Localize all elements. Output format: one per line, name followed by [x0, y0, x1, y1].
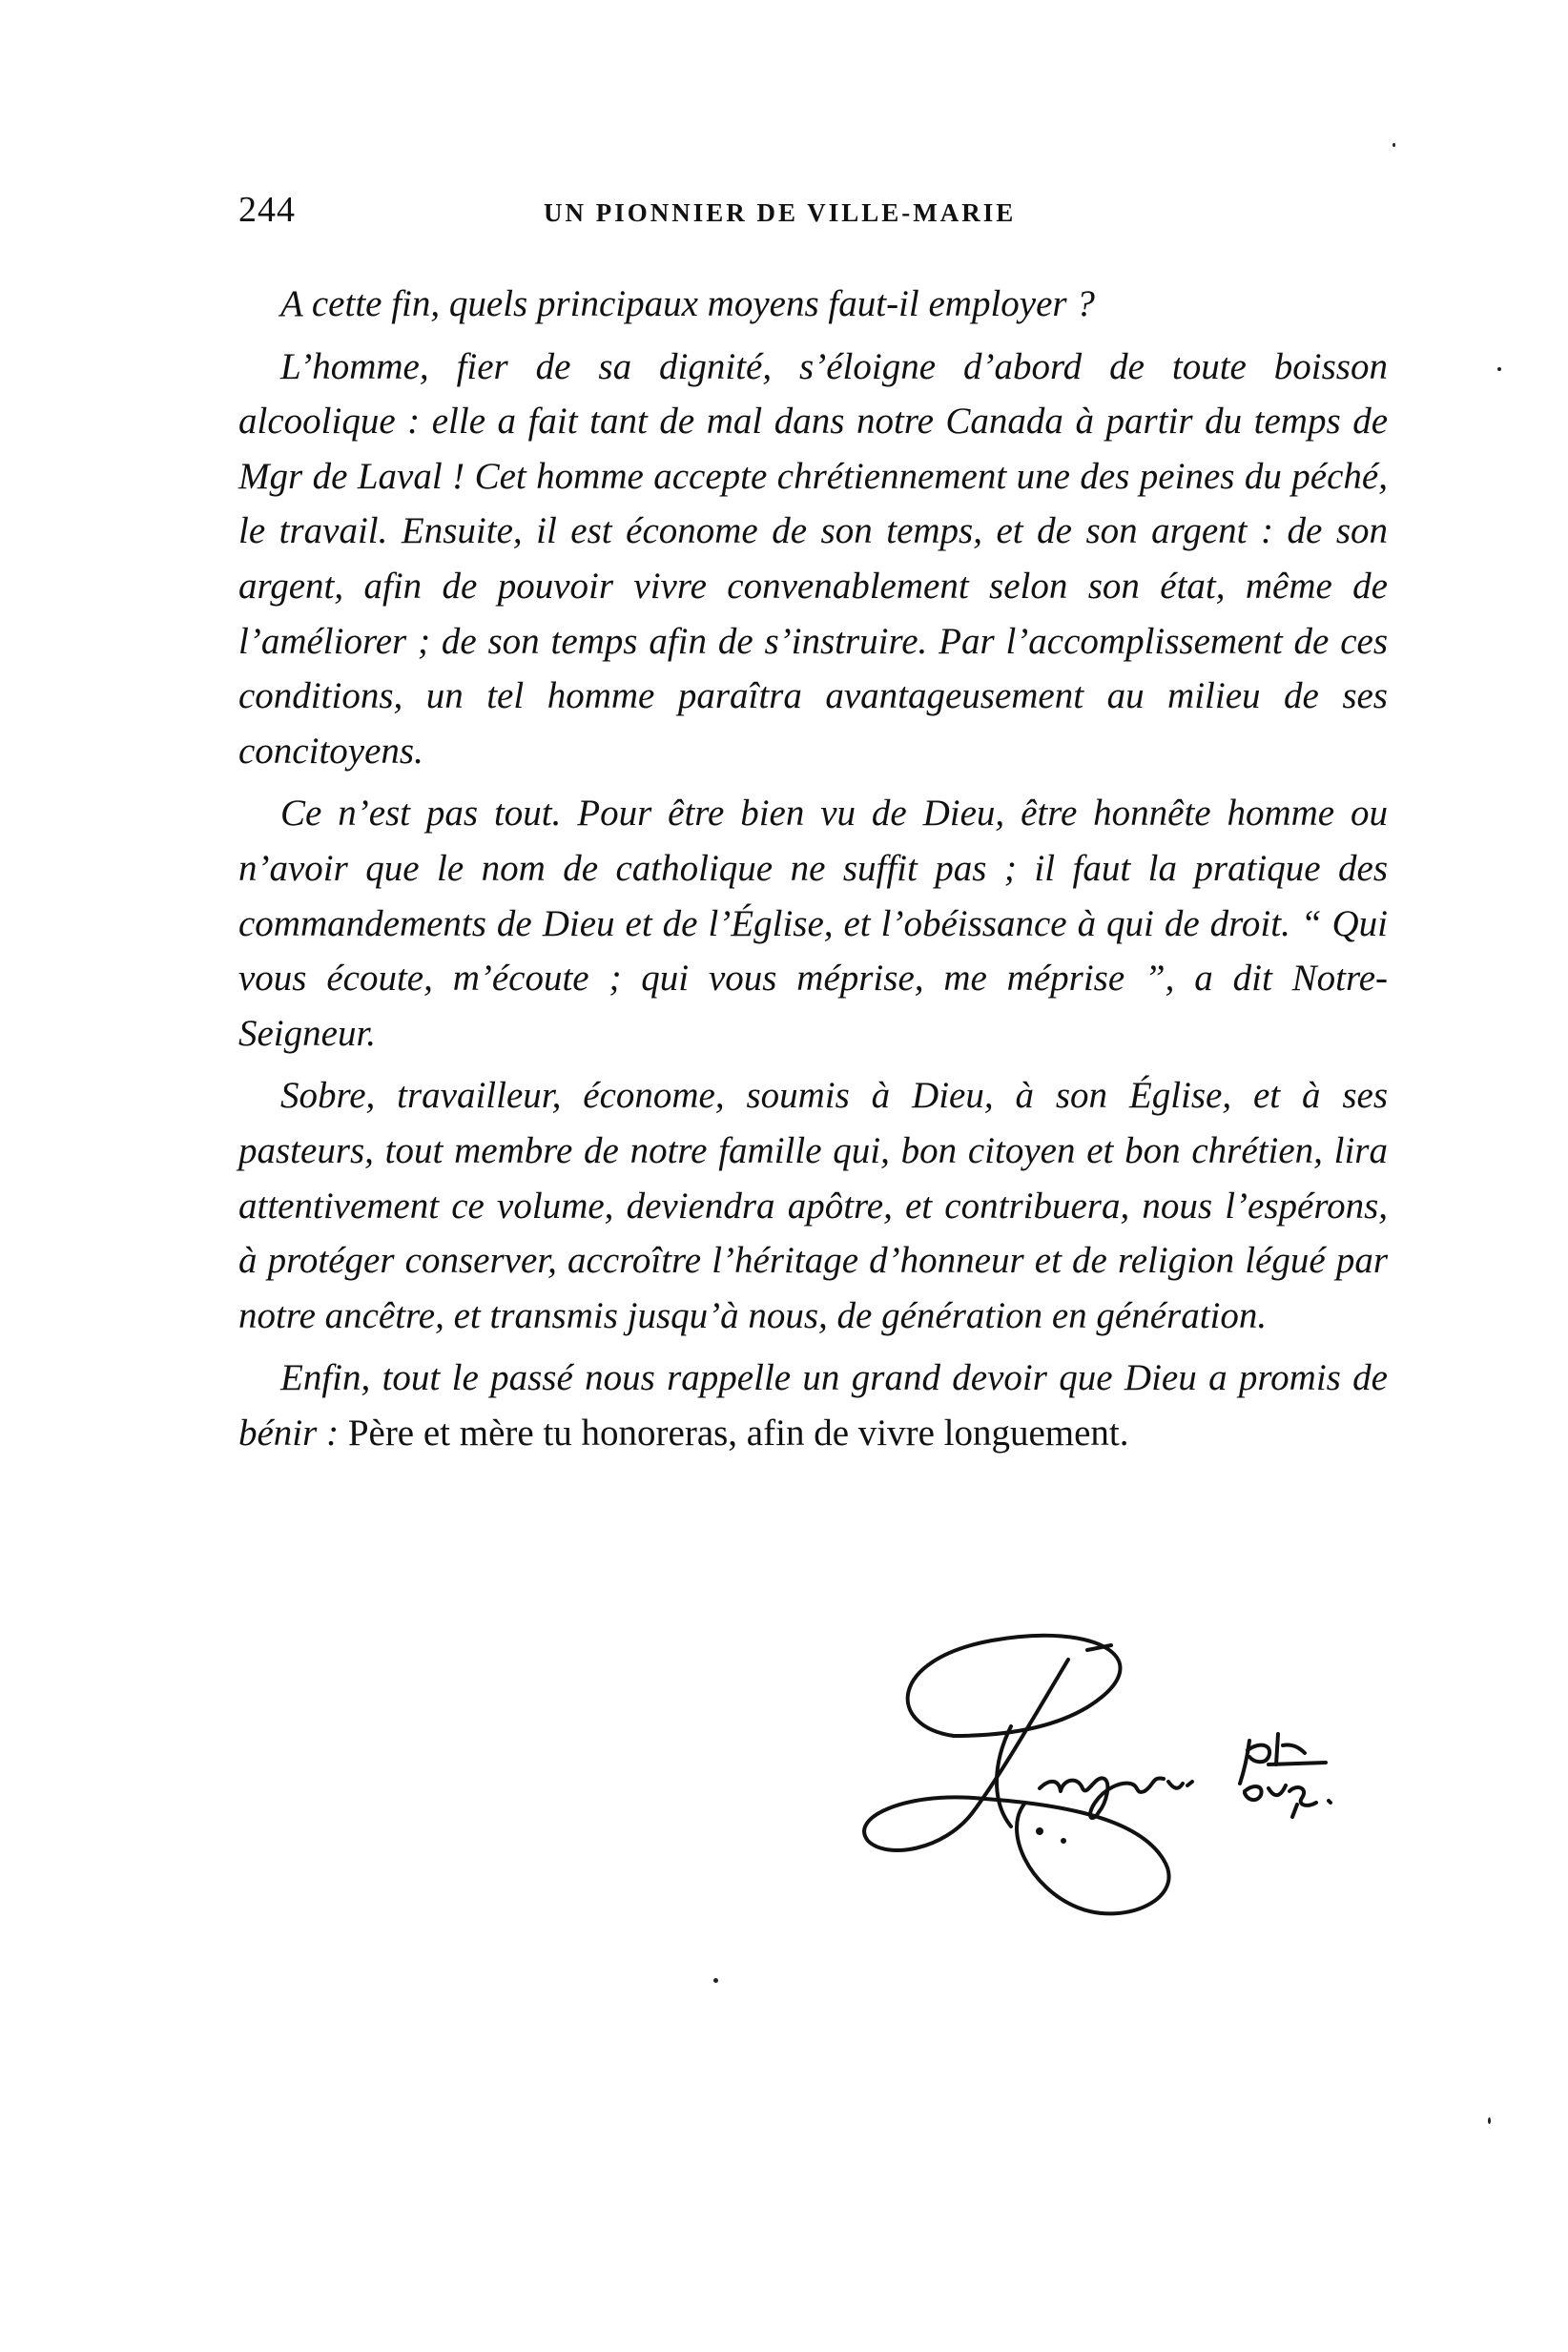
running-title: UN PIONNIER DE VILLE-MARIE: [544, 198, 1017, 227]
ink-speck: [713, 1978, 718, 1983]
page-number: 244: [238, 190, 296, 230]
ink-speck: [1497, 367, 1501, 371]
ink-speck: [1488, 2117, 1491, 2124]
paragraph-5-italic: Enfin, tout le passé nous rappelle un grand devoir que Dieu a promis de bénir :: [238, 1357, 1388, 1454]
paragraph-4: Sobre, travailleur, économe, soumis à Dieu, à son Église, et à ses pasteurs, tout membre de notre famille qui, bon citoyen et bon chrétien, lira attentivement ce volume, deviendra apôtre, et contribuera, nous l’espérons, à protéger conserver, accroître l’héritage d’honneur et de religion légué par notre ancêtre, et transmis jusqu’à nous, de génération en génération.: [238, 1075, 1388, 1336]
paragraph-5-roman: Père et mère tu honoreras, afin de vivre longuement.: [339, 1412, 1129, 1454]
paragraph-3: Ce n’est pas tout. Pour être bien vu de Dieu, être honnête homme ou n’avoir que le nom de catholique ne suffit pas ; il faut la pratique des commandements de Dieu et de l’Église, et l’obéissance à qui de droit. “ Qui vous écoute, m’écoute ; qui vous méprise, me méprise ”, a dit Notre-Seigneur.: [238, 793, 1388, 1054]
running-head: [238, 189, 1381, 246]
paragraph-5: [238, 1351, 1388, 1460]
body-text: [238, 277, 1388, 1468]
handwritten-signature: [849, 1621, 1383, 1927]
ink-speck: [1393, 143, 1395, 147]
paragraph-2: L’homme, fier de sa dignité, s’éloigne d’abord de toute boisson alcoolique : elle a fait tant de mal dans notre Canada à partir du temps de Mgr de Laval ! Cet homme accepte chrétiennement une des peines du péché, le travail. Ensuite, il est économe de son temps, et de son argent : de son argent, afin de pouvoir vivre convenablement selon son état, même de l’améliorer ; de son temps afin de s’instruire. Par l’accomplissement de ces conditions, un tel homme paraîtra avantageusement au milieu de ses concitoyens.: [238, 345, 1388, 772]
paragraph-1: A cette fin, quels principaux moyens faut-il employer ?: [280, 283, 1095, 324]
